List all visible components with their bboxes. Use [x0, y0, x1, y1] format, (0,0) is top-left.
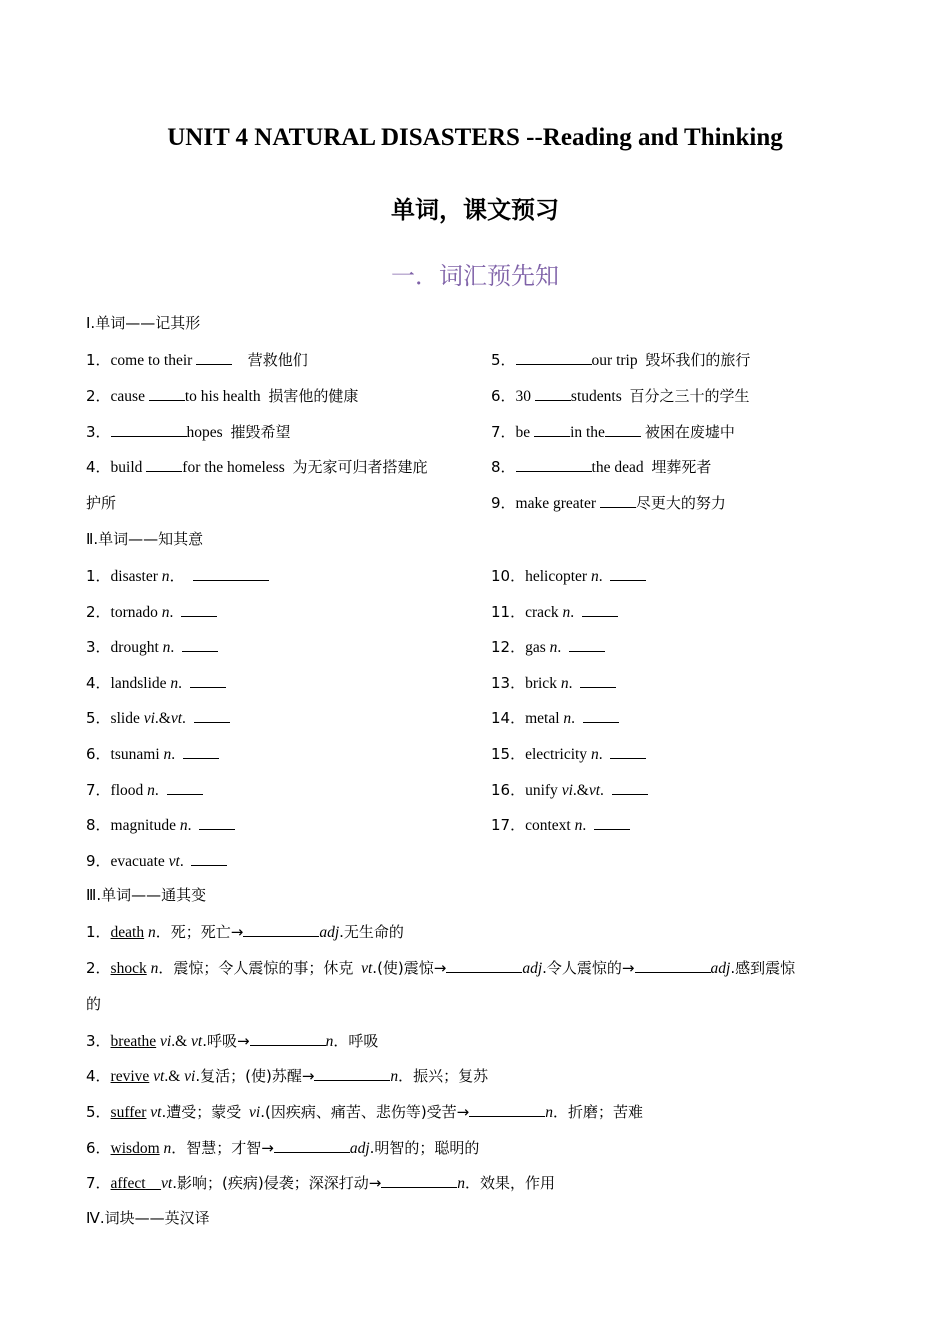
s2-item: 3．drought n.	[86, 636, 218, 658]
s3-line-4: 4．revive vt.& vi.复活；(使)苏醒→ n．振兴；复苏	[86, 1067, 489, 1085]
answer-blank[interactable]	[516, 456, 592, 472]
answer-blank[interactable]	[181, 601, 217, 617]
answer-blank[interactable]	[167, 779, 203, 795]
answer-blank[interactable]	[146, 456, 182, 472]
answer-blank[interactable]	[274, 1137, 350, 1153]
answer-blank[interactable]	[243, 921, 319, 937]
answer-blank[interactable]	[314, 1065, 390, 1081]
answer-blank[interactable]	[183, 743, 219, 759]
answer-blank[interactable]	[610, 565, 646, 581]
answer-blank[interactable]	[111, 421, 187, 437]
s2-item: 5．slide vi.&vt.	[86, 707, 230, 729]
s2-item: 10．helicopter n.	[491, 565, 646, 587]
s2-item: 17．context n.	[491, 814, 630, 836]
s3-line-3: 3．breathe vi.& vt.呼吸→ n．呼吸	[86, 1032, 379, 1050]
section-2-label: Ⅱ.单词——知其意	[86, 530, 204, 548]
s2-item: 1．disaster n．	[86, 565, 269, 587]
answer-blank[interactable]	[193, 565, 269, 581]
answer-blank[interactable]	[190, 672, 226, 688]
answer-blank[interactable]	[610, 743, 646, 759]
s1-item-6: 6．30 students 百分之三十的学生	[491, 387, 750, 405]
section-heading: 一．词汇预先知	[391, 262, 559, 290]
s2-item: 2．tornado n.	[86, 601, 217, 623]
answer-blank[interactable]	[569, 636, 605, 652]
s1-item-7: 7．be in the 被困在废墟中	[491, 423, 735, 441]
answer-blank[interactable]	[582, 601, 618, 617]
s1-item-4: 4．build for the homeless 为无家可归者搭建庇	[86, 458, 428, 476]
answer-blank[interactable]	[469, 1101, 545, 1117]
s1-item-8: 8． the dead 埋葬死者	[491, 458, 712, 476]
answer-blank[interactable]	[446, 957, 522, 973]
answer-blank[interactable]	[535, 385, 571, 401]
answer-blank[interactable]	[580, 672, 616, 688]
answer-blank[interactable]	[191, 850, 227, 866]
answer-blank[interactable]	[199, 814, 235, 830]
answer-blank[interactable]	[594, 814, 630, 830]
answer-blank[interactable]	[149, 385, 185, 401]
s1-item-1: 1．come to their 营救他们	[86, 351, 308, 369]
s1-item-9: 9．make greater 尽更大的努力	[491, 494, 726, 512]
section-1-label: Ⅰ.单词——记其形	[86, 314, 201, 332]
s1-item-3: 3． hopes 摧毁希望	[86, 423, 291, 441]
answer-blank[interactable]	[583, 707, 619, 723]
s3-line-7: 7．affect vt.影响；(疾病)侵袭；深深打动→ n．效果，作用	[86, 1174, 556, 1192]
page-subtitle: 单词，课文预习	[391, 196, 559, 224]
section-3-label: Ⅲ.单词——通其变	[86, 886, 207, 904]
s2-item: 11．crack n.	[491, 601, 618, 623]
s2-item: 4．landslide n.	[86, 672, 226, 694]
answer-blank[interactable]	[182, 636, 218, 652]
s3-line-2: 2．shock n．震惊；令人震惊的事；休克 vt.(使)震惊→ adj.令人震惊的→ adj.感到震惊	[86, 959, 796, 977]
answer-blank[interactable]	[534, 421, 570, 437]
s2-item: 13．brick n.	[491, 672, 616, 694]
answer-blank[interactable]	[381, 1172, 457, 1188]
section-4-label: Ⅳ.词块——英汉译	[86, 1209, 210, 1227]
s2-item: 15．electricity n.	[491, 743, 646, 765]
answer-blank[interactable]	[516, 349, 592, 365]
s2-item: 6．tsunami n.	[86, 743, 219, 765]
s2-item: 16．unify vi.&vt.	[491, 779, 648, 801]
answer-blank[interactable]	[250, 1030, 326, 1046]
s3-line-2-cont: 的	[86, 995, 102, 1013]
page-title: UNIT 4 NATURAL DISASTERS --Reading and Thinking	[167, 124, 783, 151]
answer-blank[interactable]	[194, 707, 230, 723]
s3-line-5: 5．suffer vt.遭受；蒙受 vi.(因疾病、痛苦、悲伤等)受苦→ n．折磨；苦难	[86, 1103, 644, 1121]
answer-blank[interactable]	[600, 492, 636, 508]
s2-item: 7．flood n.	[86, 779, 203, 801]
s3-line-6: 6．wisdom n．智慧；才智→ adj.明智的；聪明的	[86, 1139, 480, 1157]
answer-blank[interactable]	[612, 779, 648, 795]
s1-item-4-cont: 护所	[86, 494, 117, 512]
answer-blank[interactable]	[196, 349, 232, 365]
answer-blank[interactable]	[605, 421, 641, 437]
answer-blank[interactable]	[635, 957, 711, 973]
s2-item: 9．evacuate vt.	[86, 850, 227, 872]
s3-line-1: 1．death n．死；死亡→ adj.无生命的	[86, 923, 404, 941]
s2-item: 8．magnitude n.	[86, 814, 235, 836]
s1-item-5: 5． our trip 毁坏我们的旅行	[491, 351, 751, 369]
s2-item: 14．metal n.	[491, 707, 619, 729]
s1-item-2: 2．cause to his health 损害他的健康	[86, 387, 359, 405]
s2-item: 12．gas n.	[491, 636, 605, 658]
